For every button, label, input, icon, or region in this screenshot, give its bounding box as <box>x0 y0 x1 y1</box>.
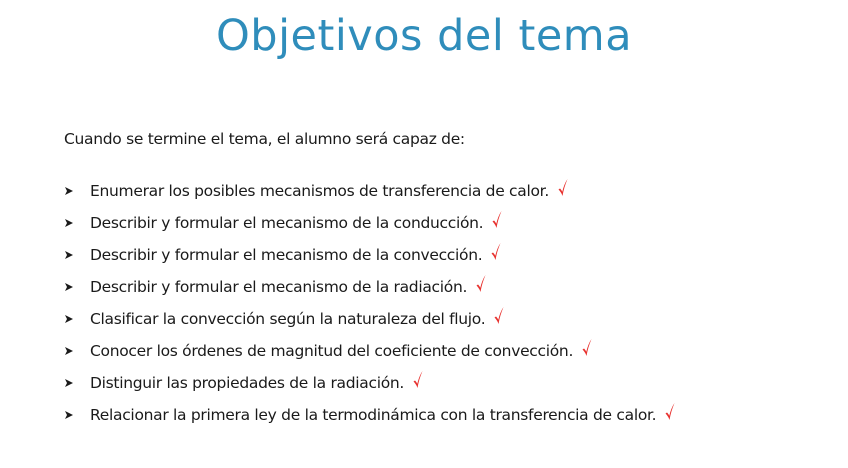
check-mark-icon <box>664 402 676 422</box>
objective-text: Distinguir las propiedades de la radiación. <box>90 374 405 392</box>
check-mark-icon <box>475 274 487 294</box>
check-mark-icon <box>491 210 503 230</box>
intro-text: Cuando se termine el tema, el alumno será capaz de: <box>64 130 465 148</box>
arrowhead-bullet-icon <box>64 410 74 420</box>
arrowhead-bullet-icon <box>64 186 74 196</box>
slide-title: Objetivos del tema <box>215 11 633 61</box>
check-mark-icon <box>412 370 424 390</box>
objective-text: Relacionar la primera ley de la termodinámica con la transferencia de calor. <box>90 406 657 424</box>
objective-text: Conocer los órdenes de magnitud del coeficiente de convección. <box>90 342 574 360</box>
arrowhead-bullet-icon <box>64 346 74 356</box>
list-item <box>64 303 824 335</box>
list-item <box>64 335 824 367</box>
list-item <box>64 399 824 431</box>
objective-text: Enumerar los posibles mecanismos de transferencia de calor. <box>90 182 549 200</box>
list-item <box>64 367 824 399</box>
list-item <box>64 271 824 303</box>
objective-text: Clasificar la convección según la naturaleza del flujo. <box>90 310 486 328</box>
objective-text: Describir y formular el mecanismo de la convección. <box>90 246 483 264</box>
check-mark-icon <box>581 338 593 358</box>
arrowhead-bullet-icon <box>64 218 74 228</box>
arrowhead-bullet-icon <box>64 314 74 324</box>
list-item <box>64 239 824 271</box>
list-item <box>64 175 824 207</box>
arrowhead-bullet-icon <box>64 250 74 260</box>
objectives-list <box>64 175 824 431</box>
objective-text: Describir y formular el mecanismo de la radiación. <box>90 278 468 296</box>
check-mark-icon <box>557 178 569 198</box>
list-item <box>64 207 824 239</box>
check-mark-icon <box>493 306 505 326</box>
check-mark-icon <box>490 242 502 262</box>
objective-text: Describir y formular el mecanismo de la conducción. <box>90 214 484 232</box>
arrowhead-bullet-icon <box>64 378 74 388</box>
arrowhead-bullet-icon <box>64 282 74 292</box>
